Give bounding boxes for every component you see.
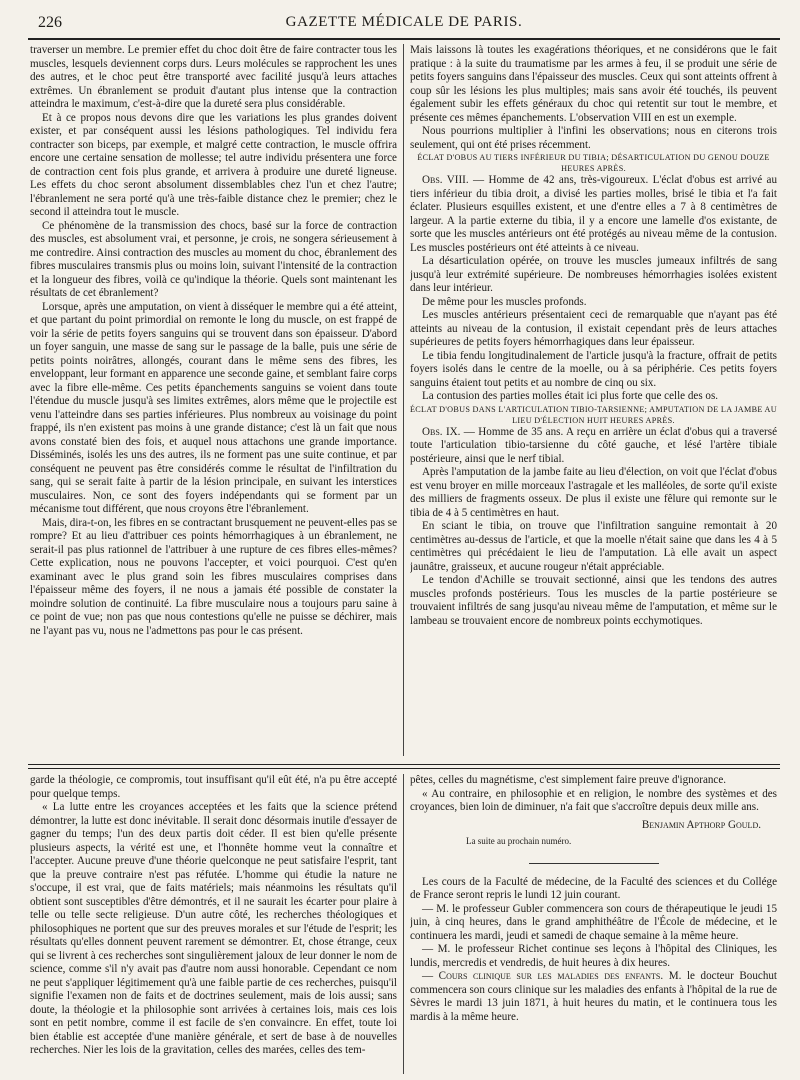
section-heading-obs-viii: ÉCLAT D'OBUS AU TIERS INFÉRIEUR DU TIBIA; DÉSARTICULATION DU GENOU DOUZE HEURES APRÈS. [417,153,770,173]
observation-viii [410,174,777,255]
column-divider-bottom [403,774,404,1074]
paragraph: Lorsque, après une amputation, on vient à disséquer le membre qui a été atteint, et que partant du point primordial on remonte le long du muscle, on est frappé de voir la série de petits foyers sanguins qui se trouvent dans son épaisseur. D'abord un foyer sanguin, une masse de sang sur le passage de la balle, puis une série de petits points noirâtres, allongés, courant dans le même sens des fibres, les enveloppant, leur formant en apparence une seconde gaine, et semblant faire corps avec la fibre elle-même. Ces petits épanchements sanguins se voient dans toute l'étendue du muscle jusqu'à ses limites extrêmes, alors même que le projectile est venu l'atteindre dans ses parties inférieures. Plus nombreux au voisinage du point frappé, ils n'en existent pas moins à une grande distance; c'est là un fait que nous avons constaté bien des fois, et auquel nous attachons une grande importance. Disséminés, isolés les uns des autres, ils ne forment pas une suite continue, et par conséquent ne peuvent pas être considérés comme le résultat de l'infiltration du sang, qui se serait faite à partir de la lésion principale, en suivant les interstices musculaires. Non, ce sont des foyers indépendants qui se forment par un mécanisme tout différent, que nous croyons être l'ébranlement. [30,300,397,515]
header-rule [28,38,780,40]
feuilleton-rule [28,764,780,765]
section-heading-obs-ix: ÉCLAT D'OBUS DANS L'ARTICULATION TIBIO-TARSIENNE; AMPUTATION DE LA JAMBE AU LIEU D'ÉLECTION HUIT HEURES APRÈS. [410,404,777,425]
journal-title: GAZETTE MÉDICALE DE PARIS. [285,14,523,30]
top-left-column [30,44,397,760]
feuilleton-rule-double [28,768,780,769]
paragraph: « La lutte entre les croyances acceptées et les faits que la science prétend démontrer, la lutte est donc inévitable. Il serait donc désormais inutile d'essayer de gagner du temps; l'un des deux partis doit céder. Il est bien qu'elle présente plusieurs aspects, la vérité est une, et l'honnête homme veut la connaître et l'accepter. Aucune preuve d'une théorie quelconque ne peut satisfaire l'esprit, tant que la preuve contraire n'est pas réfutée. L'homme qui étudie la nature ne s'occupe, il est vrai, que de faits matériels; mais néanmoins les résultats qu'il obtient sont susceptibles d'être démontrés, et il ne saurait les écarter pour plaire à telle ou telle secte religieuse. D'un autre côté, les recherches théologiques et philosophiques ne portent que sur des preuves morales et sur l'étude de l'esprit; les résultats qu'elles donnent peuvent rarement se démontrer. Et, chose étrange, ceux qui se livrent à ces recherches sont singulièrement jaloux de leur donner le nom de science, comme s'il n'y avait pas d'autre nom aussi honorable. Cependant ce nom ne peut s'appliquer légitimement qu'à une faible partie de ces recherches, puisqu'il signifie l'examen non de faits et de doctrines seulement, mais de lois aussi; sans doute, la théologie et la philosophie sont arrivées à certaines lois, mais ces lois sont en petit nombre, comme il est facile de s'en convaincre. En effet, toute loi bien établie est acceptée d'une manière générale, et sert de base à de nouvelles recherches. Nier les lois de la gravitation, celles des marées, celles des tem- [30,801,397,1056]
paragraph: Les muscles antérieurs présentaient ceci de remarquable que n'ayant pas été atteints au niveau de la contusion, il existait cependant près de leurs attaches supérieures de petits foyers hémorrhagiques dans leur épaisseur. [410,309,777,348]
paragraph: Et à ce propos nous devons dire que les variations les plus grandes doivent exister, et par conséquent aussi les lésions pathologiques. Tel individu fera contracter son biceps, par exemple, et malgré cette contraction, le muscle offrira encore une certaine sensation de mollesse; tel autre individu présentera une force de contraction cent fois plus grande, et arrivera à produire une dureté ligneuse. Les effets du choc seront absolument dissemblables chez l'un et chez l'autre; l'ébranlement ne sera porté qu'à une très-faible distance chez le premier; chez le second il atteindra tout le muscle. [30,111,397,218]
page-header [28,12,780,34]
observation-ix [410,426,777,467]
paragraph: Nous pourrions multiplier à l'infini les observations; nous en citerons trois seulement, qui ont été prises récemment. [410,125,777,151]
paragraph: La contusion des parties molles était ici plus forte que celle des os. [422,390,719,402]
paragraph: La désarticulation opérée, on trouve les muscles jumeaux infiltrés de sang jusqu'à leur extrémité supérieure. De nombreuses hémorrhagies isolées existent dans leur intérieur. [410,255,777,294]
obs-text: — Homme de 42 ans, très-vigoureux. L'éclat d'obus est arrivé au tiers inférieur du tibia droit, a divisé les parties molles, brisé le tibia et l'a fait éclater. Plusieurs esquilles existent, et une d'entre elles a 7 à 8 centimètres de largeur. A la partie externe du tibia, il y a encore une lamelle d'os existante, de sorte que les muscles antérieurs ont été protégés au niveau même de la contusion. Les muscles postérieurs ont été atteints à ce niveau. [410,174,777,254]
to-be-continued: La suite au prochain numéro. [466,836,572,846]
bottom-left-column [30,774,397,1074]
page-number: 226 [38,14,62,31]
obs-label: Obs. VIII. [422,174,469,186]
news-item: — M. le professeur Gubler commencera son cours de thérapeutique le jeudi 15 juin, à cinq heures, dans le grand amphithéâtre de l'École de médecine, et le continuera les mardi, jeudi et samedi de chaque semaine à la même heure. [410,902,777,942]
news-text: M. le docteur Bouchut commencera son cours clinique sur les maladies des enfants à l'hôpital de la rue de Sèvres le mardi 13 juin 1871, à huit heures du matin, et le continuera tous les mardis à la même heure. [410,970,777,1023]
paragraph: « Au contraire, en philosophie et en religion, le nombre des systèmes et des croyances, bien loin de diminuer, n'a fait que s'accroître depuis deux mille ans. [410,787,777,813]
paragraph: Après l'amputation de la jambe faite au lieu d'élection, on voit que l'éclat d'obus est venu broyer en mille morceaux l'astragale et les malléoles, de sorte qu'il existe des milliers de fragments osseux. De plus il existe une fêlure qui remonte sur le tibia de 4 à 5 centimètres en haut. [410,466,777,519]
news-item: — M. le professeur Richet continue ses leçons à l'hôpital des Cliniques, les lundis, mercredis et vendredis, de huit heures à dix heures. [410,943,777,969]
paragraph: En sciant le tibia, on trouve que l'infiltration sanguine remontait à 20 centimètres au-dessus de l'article, et que la moelle n'était saine que dans les 4 à 5 centimètres qui précédaient le lieu de l'amputation. Là elle avait un aspect jaunâtre, graisseux, et aucune rougeur n'était appréciable. [410,520,777,573]
obs-text: — Homme de 35 ans. A reçu en arrière un éclat d'obus qui a traversé toute l'articulation tibio-tarsienne du côté gauche, et lésé l'artère tibiale postérieure, ainsi que le nerf tibial. [410,425,777,465]
paragraph: Mais, dira-t-on, les fibres en se contractant brusquement ne peuvent-elles pas se rompre? Et au lieu d'attribuer ces points hémorrhagiques à un ébranlement, ne serait-il pas plus rationnel de l'attribuer à une rupture de ces fibres elles-mêmes? Cette explication, nous ne pouvons l'accepter, et voici pourquoi. C'est qu'en examinant avec le plus grand soin les fibres musculaires comprises dans l'épaisseur même des foyers, il ne nous a jamais été possible de constater la moindre solution de continuité. La fibre musculaire nous a toujours paru saine à ce point de vue; non pas que nous contestions qu'elle ne puisse se déchirer, mais ne l'ayant pas vu, nous ne l'admettons pas pour le cas présent. [30,516,397,637]
paragraph: pêtes, celles du magnétisme, c'est simplement faire preuve d'ignorance. [410,774,727,786]
obs-label: Obs. IX. [422,425,461,438]
paragraph: traverser un membre. Le premier effet du choc doit être de faire contracter tous les muscles, lesquels deviennent corps durs. Leurs molécules se rapprochent les unes des autres, et le choc peut être transporté avec facilité jusqu'à leurs attaches extrêmes. Un ébranlement se produit d'autant plus intense que la contraction atteindra le maximum, c'est-à-dire que la dureté sera plus considérable. [30,44,397,110]
news-item [410,970,777,1024]
bottom-right-column [410,774,777,1074]
news-label: — Cours clinique sur les maladies des enfants. [422,970,664,982]
column-divider [403,44,404,756]
paragraph: Le tendon d'Achille se trouvait sectionné, ainsi que les tendons des autres muscles profonds postérieurs. Tous les muscles de la partie postérieure se trouvaient infiltrés de sang jusqu'au niveau même de l'amputation, et même sur le lambeau se trouvaient encore de nombreux points ecchymotiques. [410,574,777,627]
section-separator [529,863,659,864]
paragraph: Le tibia fendu longitudinalement de l'article jusqu'à la fracture, offrait de petits foyers isolés dans le centre de la moelle, ou à sa périphérie. Ces petits foyers sanguins étaient tout petits et au nombre de cinq ou six. [410,349,777,389]
author-signature: Benjamin Apthorp Gould. [641,818,761,831]
paragraph: De même pour les muscles profonds. [422,295,587,308]
top-right-column [410,44,777,760]
paragraph: garde la théologie, ce compromis, tout insuffisant qu'il eût été, n'a pu être accepté pour quelque temps. [30,774,397,800]
news-item: Les cours de la Faculté de médecine, de la Faculté des sciences et du Collége de France seront repris le lundi 12 juin courant. [410,875,777,901]
paragraph: Mais laissons là toutes les exagérations théoriques, et ne considérons que le fait pratique : à la suite du traumatisme par les armes à feu, il se produit une série de petits foyers sanguins dans l'épaisseur des muscles. Ceux qui sont atteints offrent à coup sûr les lésions les plus multiples; mais sans avoir été touchés, ils peuvent également subir les effets généraux du choc qui retentit sur tout le membre, et présente ces mêmes épanchements. L'observation VIII en est un exemple. [410,44,777,124]
paragraph: Ce phénomène de la transmission des chocs, basé sur la force de contraction des muscles, est absolument vrai, et personne, je crois, ne songera sérieusement à me contredire. Ainsi contraction des muscles au moment du choc, ébranlement des fibres musculaires transmis plus ou moins loin, suivant l'intensité de la contraction et la longueur des fibres, voilà ce qu'indique la théorie. Quels sont maintenant les résultats de cet ébranlement? [30,219,397,299]
